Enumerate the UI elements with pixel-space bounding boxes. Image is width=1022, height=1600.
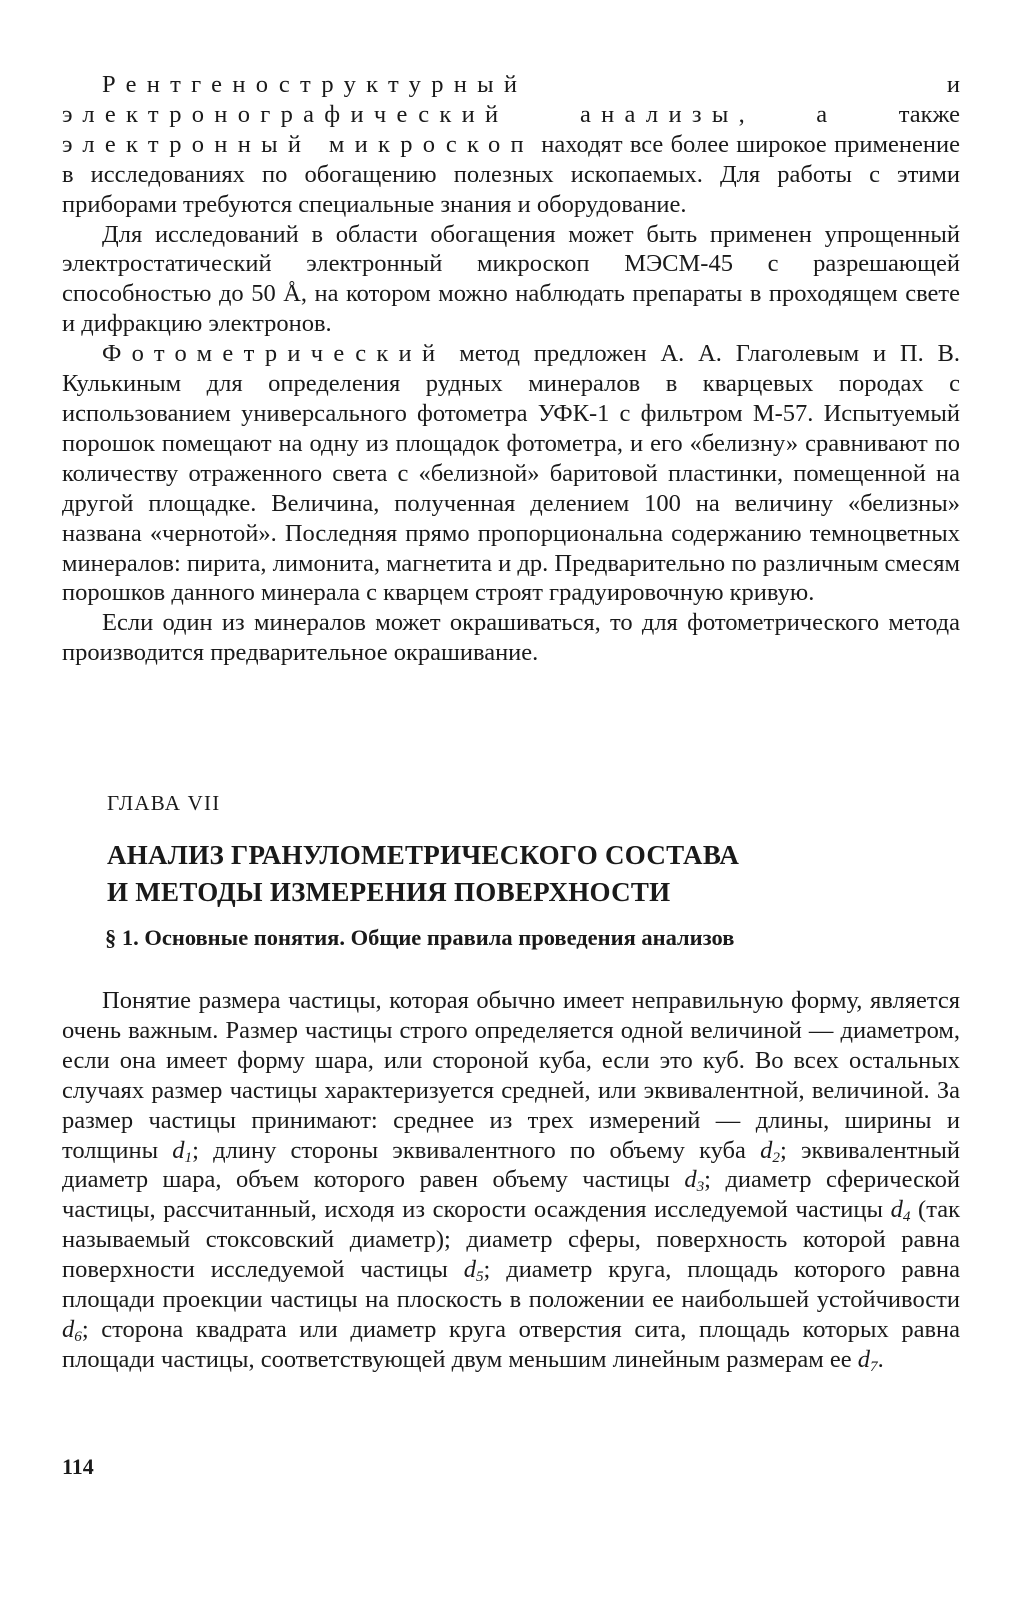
var-letter: d <box>857 1345 871 1373</box>
chapter-title-line-2: И МЕТОДЫ ИЗМЕРЕНИЯ ПОВЕРХНОСТИ <box>107 877 671 907</box>
paragraph-staining: Если один из минералов может окрашиваться, то для фотометрического метода производится предварительное окрашивание. <box>62 609 960 667</box>
chapter-title <box>107 837 739 911</box>
text-segment: . <box>877 1345 884 1373</box>
term-analyses: анализы <box>579 100 739 128</box>
var-letter: d <box>172 1136 185 1164</box>
var-letter: d <box>684 1166 697 1194</box>
var-subscript: 2 <box>772 1148 780 1166</box>
text-segment: ; сторона квадрата или диаметр круга отверстия сита, площадь которых равна площади частицы, соответствующей двум меньшим линейным размерам ее <box>62 1315 960 1373</box>
var-letter: d <box>463 1256 476 1284</box>
var-subscript: 4 <box>902 1208 911 1226</box>
section-title: § 1. Основные понятия. Общие правила проведения анализов <box>105 925 735 950</box>
var-subscript: 6 <box>74 1327 82 1345</box>
var-letter: d <box>62 1315 75 1343</box>
text-segment: , а также <box>738 100 961 128</box>
variable-d2 <box>760 1137 780 1164</box>
chapter-label: ГЛАВА VII <box>107 791 221 815</box>
var-letter: d <box>760 1136 773 1164</box>
page-number: 114 <box>62 1454 94 1479</box>
paragraph-particle-size <box>62 986 960 1375</box>
var-subscript: 1 <box>184 1148 193 1166</box>
variable-d3 <box>684 1166 705 1196</box>
term-electron-microscope: электронный микроскоп <box>62 130 534 158</box>
intro-section <box>62 70 960 668</box>
variable-d7 <box>858 1346 878 1373</box>
conjunction: и <box>946 71 960 98</box>
text-segment: ; диаметр сферической частицы, рассчитанный, исходя из скорости осаждения исследуемой частицы <box>62 1166 960 1224</box>
text-segment: метод предложен А. А. Глаголевым и П. В. Кулькиным для определения рудных минералов в кварцевых породах с использованием универсального фотометра УФК-1 с фильтром М-57. Испытуемый порошок помещают на одну из площадок фотометра, и его «белизну» сравнивают по количеству отраженного света с «белизной» баритовой пластинки, помещенной на другой площадке. Величина, полученная делением 100 на величину «белизны» названа «чернотой». Последняя прямо пропорциональна содержанию темноцветных минералов: пирита, лимонита, магнетита и др. Предварительно по различным смесям порошков данного минерала с кварцем строят градуировочную кривую. <box>62 340 961 607</box>
text-segment: ; длину стороны эквивалентного по объему куба <box>192 1136 746 1164</box>
paragraph-photometric <box>62 339 960 608</box>
var-subscript: 7 <box>870 1357 878 1375</box>
variable-d6 <box>62 1316 82 1343</box>
text-segment: (так называемый стоксовский диаметр); диаметр сферы, поверхность которой равна поверхности исследуемой частицы <box>62 1196 960 1284</box>
variable-d1 <box>172 1137 192 1164</box>
var-subscript: 5 <box>475 1267 484 1285</box>
body-section <box>62 986 960 1375</box>
chapter-title-line-1: АНАЛИЗ ГРАНУЛОМЕТРИЧЕСКОГО СОСТАВА <box>107 840 740 870</box>
term-xray: Рентгеноструктурный <box>102 71 528 98</box>
text-segment: Понятие размера частицы, которая обычно имеет неправильную форму, является очень важным. Размер частицы строго определяется одной величиной — диаметром, если она имеет форму шара, или стороной куба, если это куб. Во всех остальных случаях размер частицы характеризуется средней, или эквивалентной, величиной. За размер частицы принимают: среднее из трех измерений — длины, ширины и толщины <box>62 987 960 1164</box>
text-segment: ; диаметр круга, площадь которого равна площади проекции частицы на плоскость в положении ее наибольшей устойчивости <box>62 1256 961 1314</box>
var-subscript: 3 <box>696 1178 705 1196</box>
term-electronographic: электронографический <box>62 100 509 128</box>
variable-d4 <box>890 1196 911 1226</box>
var-letter: d <box>890 1196 903 1224</box>
paragraph-xray-electron <box>62 70 960 220</box>
text-segment: находят все более широкое применение в исследованиях по обогащению полезных ископаемых. Для работы с этими приборами требуются специальные знания и оборудование. <box>62 130 961 218</box>
term-photometric: Фотометрический <box>102 340 446 368</box>
variable-d5 <box>464 1256 484 1283</box>
text-segment: ; эквивалентный диаметр шара, объем которого равен объему частицы <box>62 1136 960 1194</box>
paragraph-mesm45: Для исследований в области обогащения может быть применен упрощенный электростатический электронный микроскоп МЭСМ-45 с разрешающей способностью до 50 Å, на котором можно наблюдать препараты в проходящем свете и дифракцию электронов. <box>62 220 960 338</box>
